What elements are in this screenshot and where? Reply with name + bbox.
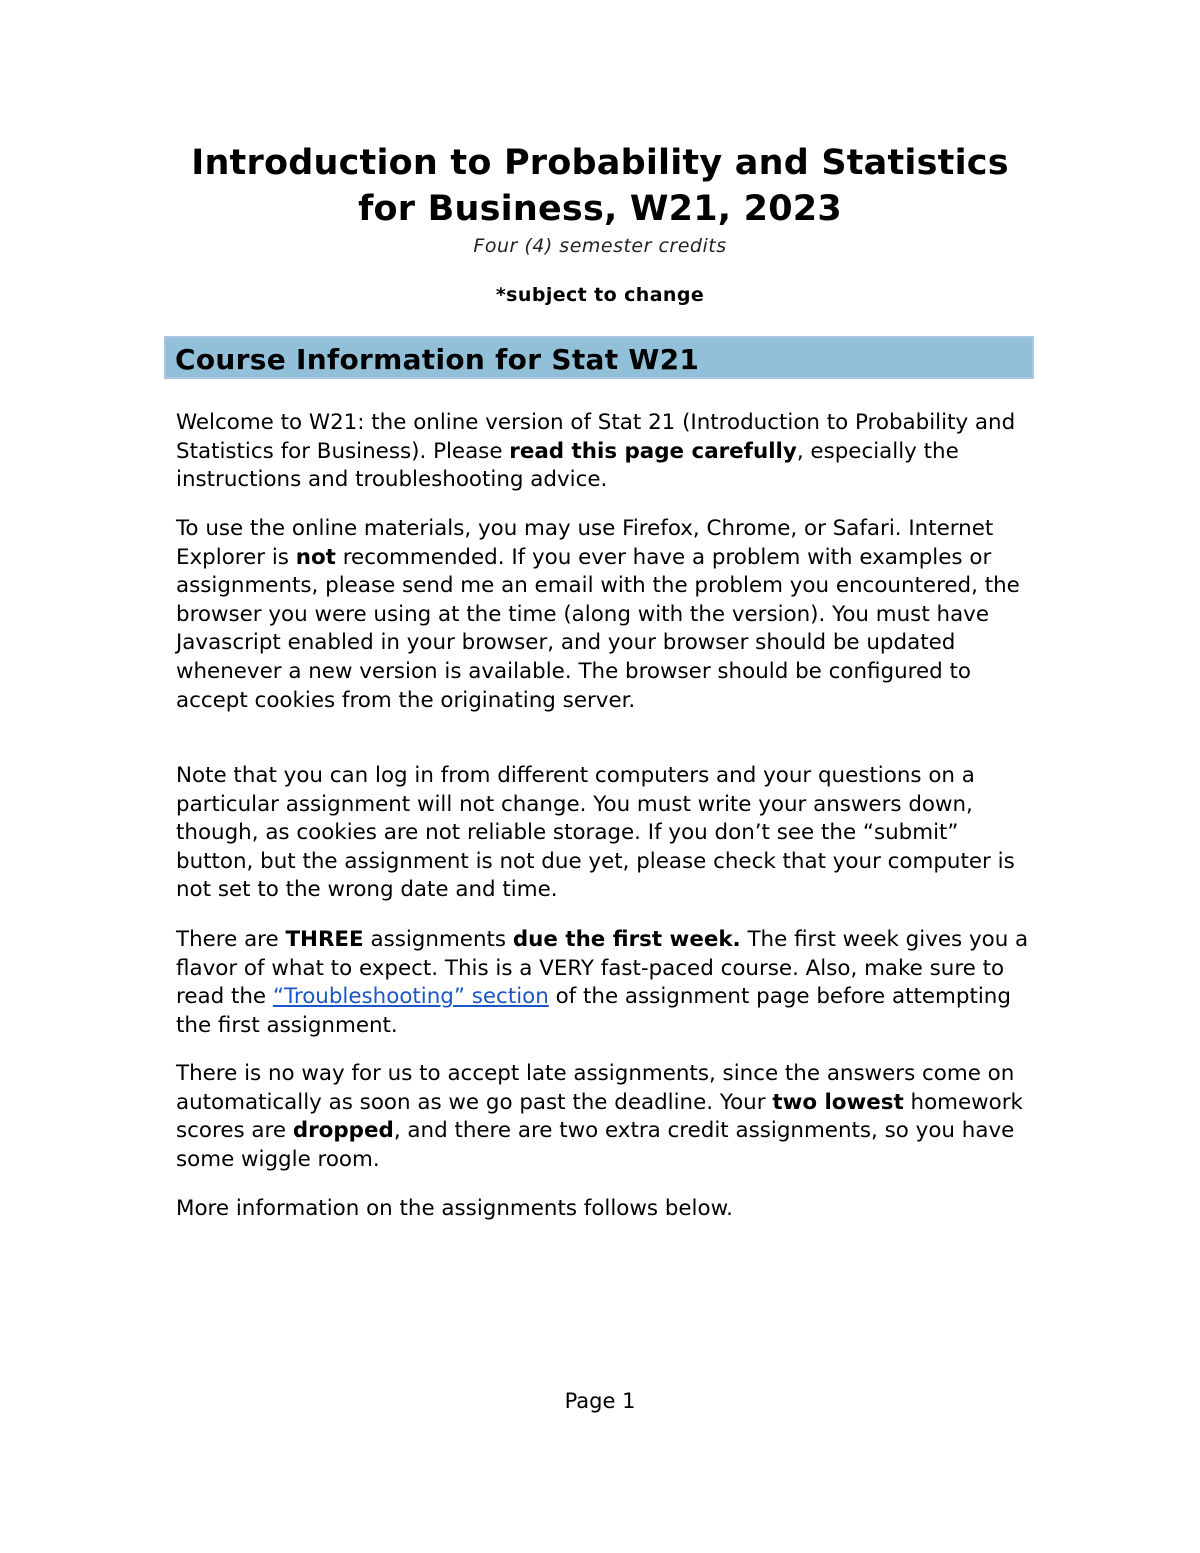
subject-to-change-note: *subject to change [495, 284, 705, 306]
paragraph-text: assignments [363, 927, 513, 952]
paragraph-login-note [176, 762, 1036, 905]
emphasis-text: read this page carefully [509, 438, 797, 464]
paragraph-text: To use the online materials, you may use Firefox, Chrome, or Safari. Internet Explorer is [176, 516, 994, 570]
paragraph-text: There is no way for us to accept late assignments, since the answers come on automatically as soon as we go past the deadline. Your [176, 1061, 1015, 1115]
document-title [0, 140, 1200, 232]
paragraph-text: recommended. If you ever have a problem with examples or assignments, please send me an email with the problem you encountered, the browser you were using at the time (along with the version). You must have Javascript enabled in your browser, and your browser should be updated whenever a new version is available. The browser should be configured to accept cookies from the originating server. [176, 544, 1020, 713]
paragraph-text: Welcome to W21: the online version of Stat 21 (Introduction to Probability and Statistics for Business). Please [176, 410, 1016, 464]
paragraph-more-info [176, 1195, 1036, 1224]
emphasis-text: two lowest [772, 1089, 904, 1115]
section-title: Course Information for Stat W21 [175, 343, 700, 376]
paragraph-text: The first week gives you a flavor of what to expect. This is a VERY fast-paced course. Also, make sure to read the [176, 927, 1029, 1010]
paragraph-text: Note that you can log in from different computers and your questions on a particular assignment will not change. You must write your answers down, though, as cookies are not reliable storage. If you don’t see the “submit” button, but the assignment is not due yet, please check that your computer is not set to the wrong date and time. [176, 763, 1015, 903]
paragraph-browsers [176, 515, 1036, 715]
title-line-2: for Business, W21, 2023 [358, 189, 842, 229]
emphasis-text: not [295, 544, 336, 570]
emphasis-text: THREE [285, 927, 364, 952]
paragraph-text: of the assignment page before attempting the first assignment. [176, 984, 1011, 1038]
paragraph-first-week [176, 926, 1036, 1040]
paragraph-text: homework scores are [176, 1089, 1023, 1144]
credits-note: Four (4) semester credits [473, 235, 727, 257]
paragraph-text: More information on the assignments follows below. [176, 1196, 733, 1221]
emphasis-text: due the first week. [512, 927, 741, 952]
troubleshooting-link[interactable]: “Troubleshooting” section [272, 984, 549, 1010]
paragraph-late-policy [176, 1060, 1036, 1174]
paragraph-text: , especially the instructions and troubleshooting advice. [176, 438, 959, 493]
title-line-1: Introduction to Probability and Statistics [191, 143, 1009, 183]
paragraph-welcome [176, 409, 1036, 495]
page-number: Page 1 [564, 1389, 636, 1413]
paragraph-text: , and there are two extra credit assignments, so you have some wiggle room. [176, 1118, 1015, 1172]
paragraph-text: There are [176, 927, 286, 952]
emphasis-text: dropped [292, 1118, 394, 1144]
